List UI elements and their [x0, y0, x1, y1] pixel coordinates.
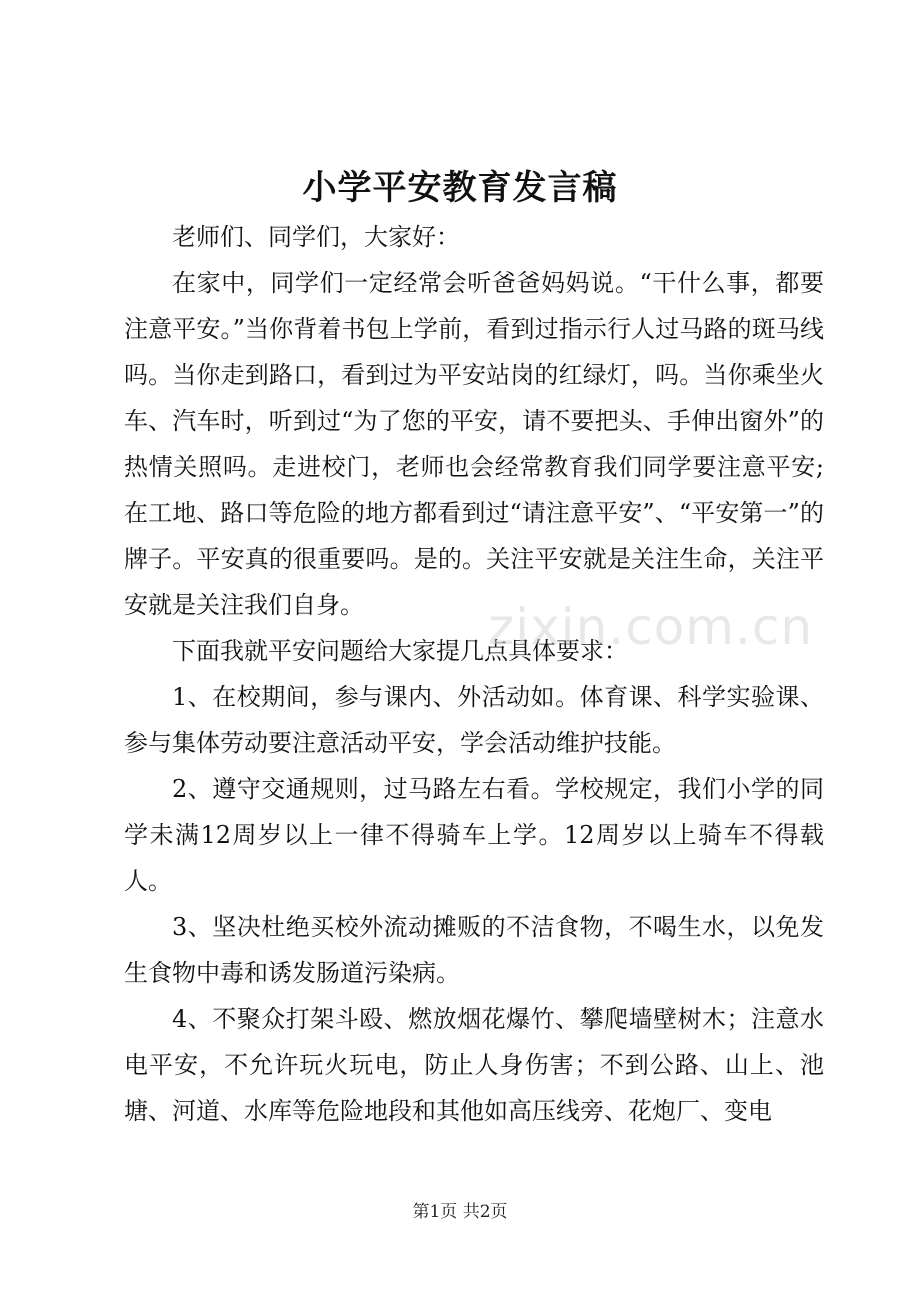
intro-paragraph: 在家中，同学们一定经常会听爸爸妈妈说。“干什么事，都要注意平安。”当你背着书包上学前，看到过指示行人过马路的斑马线吗。当你走到路口，看到过为平安站岗的红绿灯，吗。当你乘坐火车、汽车时，听到过“为了您的平安，请不要把头、手伸出窗外”的热情关照吗。走进校门，老师也会经常教育我们同学要注意平安; 在工地、路口等危险的地方都看到过“请注意平安”、“平安第一”的牌子。平安真的很重要吗。是的。关注平安就是关注生命，关注平安就是关注我们自身。 — [124, 269, 824, 619]
greeting-paragraph: 老师们、同学们，大家好： — [172, 223, 460, 251]
document-body — [124, 214, 824, 1134]
document-title: 小学平安教育发言稿 — [302, 168, 618, 208]
requirement-1-paragraph: 1、在校期间，参与课内、外活动如。体育课、科学实验课、参与集体劳动要注意活动平安，学会活动维护技能。 — [124, 683, 824, 757]
page-footer: 第1页 共2页 — [412, 1202, 508, 1222]
requirements-intro-paragraph: 下面我就平安问题给大家提几点具体要求： — [172, 637, 628, 665]
watermark: zixin.com.cn — [488, 598, 814, 656]
requirement-4-paragraph: 4、不聚众打架斗殴、燃放烟花爆竹、攀爬墙壁树木；注意水电平安，不允许玩火玩电，防止人身伤害；不到公路、山上、池塘、河道、水库等危险地段和其他如高压线旁、花炮厂、变电 — [124, 1005, 824, 1125]
requirement-2-paragraph: 2、遵守交通规则，过马路左右看。学校规定，我们小学的同学未满12周岁以上一律不得骑车上学。12周岁以上骑车不得载人。 — [124, 775, 824, 895]
requirement-3-paragraph: 3、坚决杜绝买校外流动摊贩的不洁食物，不喝生水，以免发生食物中毒和诱发肠道污染病。 — [124, 913, 824, 987]
